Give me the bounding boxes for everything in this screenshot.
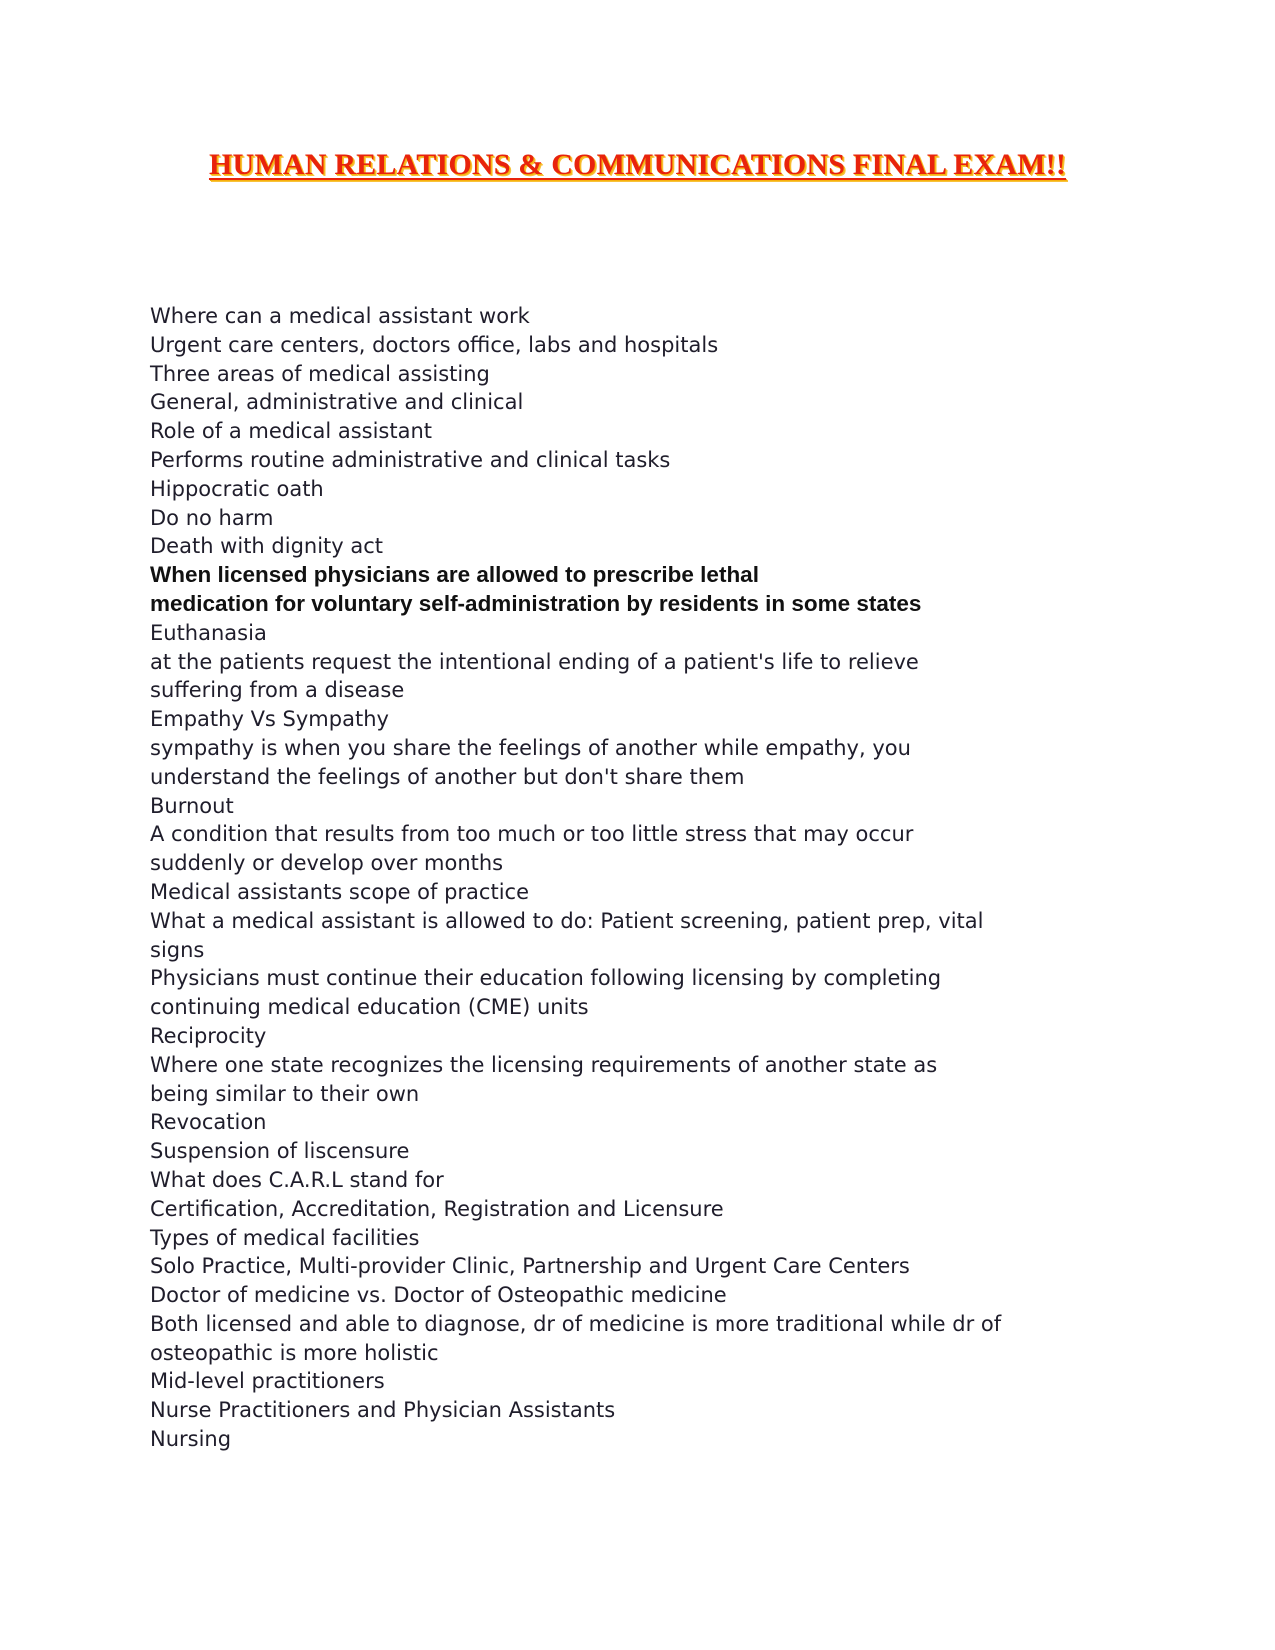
note-line: Three areas of medical assisting (150, 361, 490, 386)
note-line: Role of a medical assistant (150, 419, 433, 444)
note-line: A condition that results from too much or too little stress that may occur (150, 822, 914, 847)
note-line: Empathy Vs Sympathy (150, 707, 389, 732)
note-line: Nursing (150, 1427, 232, 1452)
page-title: HUMAN RELATIONS & COMMUNICATIONS FINAL EXAM!! (208, 148, 1067, 181)
note-line: being similar to their own (150, 1081, 420, 1106)
note-line: Mid-level practitioners (150, 1369, 385, 1394)
note-line: Suspension of liscensure (150, 1139, 410, 1164)
note-line-bold: medication for voluntary self-administration by residents in some states (150, 590, 922, 616)
note-line: Doctor of medicine vs. Doctor of Osteopathic medicine (150, 1283, 727, 1308)
note-line: Urgent care centers, doctors office, labs and hospitals (150, 332, 719, 357)
note-line: Reciprocity (150, 1023, 267, 1048)
note-line: Nurse Practitioners and Physician Assistants (150, 1398, 616, 1423)
note-line: osteopathic is more holistic (150, 1340, 439, 1365)
note-line: suddenly or develop over months (150, 851, 504, 876)
note-line: suffering from a disease (150, 678, 405, 703)
note-line: Solo Practice, Multi-provider Clinic, Partnership and Urgent Care Centers (150, 1254, 910, 1279)
note-line-bold: When licensed physicians are allowed to prescribe lethal (150, 562, 759, 588)
note-line: Certification, Accreditation, Registration and Licensure (150, 1196, 724, 1221)
note-line: Death with dignity act (150, 534, 384, 559)
note-line: Physicians must continue their education following licensing by completing (150, 966, 942, 991)
note-line: General, administrative and clinical (150, 390, 524, 415)
exam-notes (150, 302, 1130, 1454)
note-line: Revocation (150, 1110, 267, 1135)
note-line: at the patients request the intentional ending of a patient's life to relieve (150, 649, 919, 674)
note-line: Both licensed and able to diagnose, dr of medicine is more traditional while dr of (150, 1311, 1002, 1336)
note-line: Hippocratic oath (150, 476, 324, 501)
note-line: Euthanasia (150, 620, 267, 645)
note-line: What does C.A.R.L stand for (150, 1167, 444, 1192)
note-line: sympathy is when you share the feelings of another while empathy, you (150, 735, 911, 760)
note-line: Do no harm (150, 505, 274, 530)
note-line: Where one state recognizes the licensing requirements of another state as (150, 1052, 938, 1077)
note-line: Types of medical facilities (150, 1225, 420, 1250)
note-line: What a medical assistant is allowed to do: Patient screening, patient prep, vital (150, 908, 984, 933)
note-line: Burnout (150, 793, 234, 818)
note-line: understand the feelings of another but don't share them (150, 764, 745, 789)
note-line: Medical assistants scope of practice (150, 879, 530, 904)
note-line: Where can a medical assistant work (150, 304, 530, 328)
note-line: continuing medical education (CME) units (150, 995, 589, 1020)
note-line: Performs routine administrative and clinical tasks (150, 447, 671, 472)
note-line: signs (150, 937, 205, 962)
